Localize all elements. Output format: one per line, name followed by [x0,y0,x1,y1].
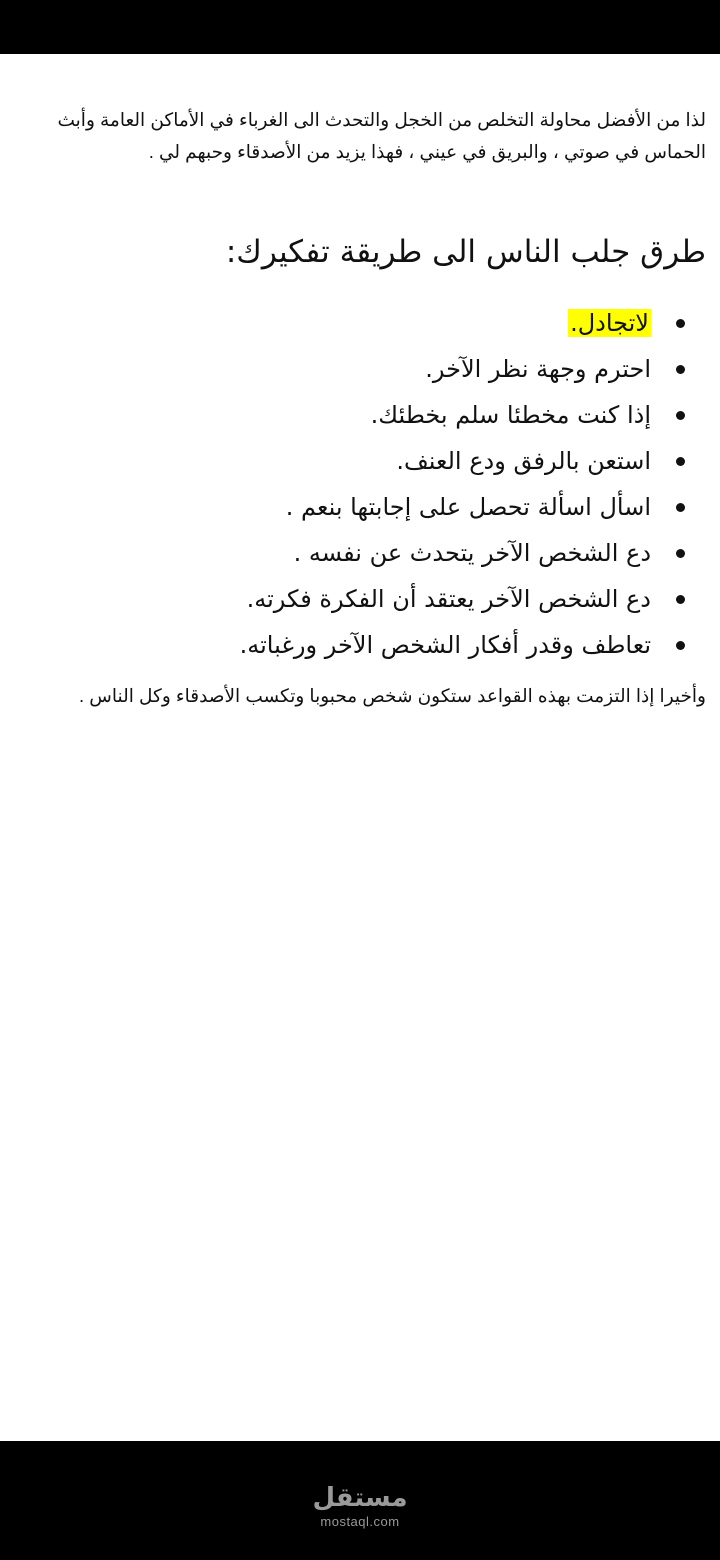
list-item [20,484,705,530]
tip-text-highlighted: لاتجادل. [570,309,649,337]
watermark-url: mostaql.com [320,1514,400,1529]
list-item [20,300,705,346]
bullet-icon [676,411,685,420]
list-item [20,392,705,438]
tip-text: إذا كنت مخطئا سلم بخطئك. [370,401,651,429]
list-item [20,346,705,392]
bullet-icon [676,503,685,512]
tip-text: دع الشخص الآخر يتحدث عن نفسه . [293,539,651,567]
bullet-icon [676,549,685,558]
list-item [20,622,705,668]
tip-text: احترم وجهة نظر الآخر. [425,355,651,383]
bullet-icon [676,365,685,374]
watermark-logo-text: مستقل [312,1483,408,1513]
mostaql-watermark [0,1482,720,1530]
bullet-icon [676,595,685,604]
closing-paragraph: وأخيرا إذا التزمت بهذه القواعد ستكون شخص محبوبا وتكسب الأصدقاء وكل الناس . [79,685,706,706]
tip-text: تعاطف وقدر أفكار الشخص الآخر ورغباته. [239,631,651,659]
list-item [20,530,705,576]
bullet-icon [676,641,685,650]
tip-text: استعن بالرفق ودع العنف. [396,447,651,475]
section-heading: طرق جلب الناس الى طريقة تفكيرك: [225,234,706,270]
tip-text: اسأل اسألة تحصل على إجابتها بنعم . [285,493,651,521]
list-item [20,438,705,484]
tips-list [20,300,705,668]
top-status-bar [0,0,720,54]
list-item [20,576,705,622]
bullet-icon [676,319,685,328]
intro-paragraph: لذا من الأفضل محاولة التخلص من الخجل والتحدث الى الغرباء في الأماكن العامة وأبث الحماس في صوتي ، والبريق في عيني ، فهذا يزيد من الأصدقاء وحبهم لي . [57,109,706,162]
bullet-icon [676,457,685,466]
tip-text: دع الشخص الآخر يعتقد أن الفكرة فكرته. [246,585,651,613]
